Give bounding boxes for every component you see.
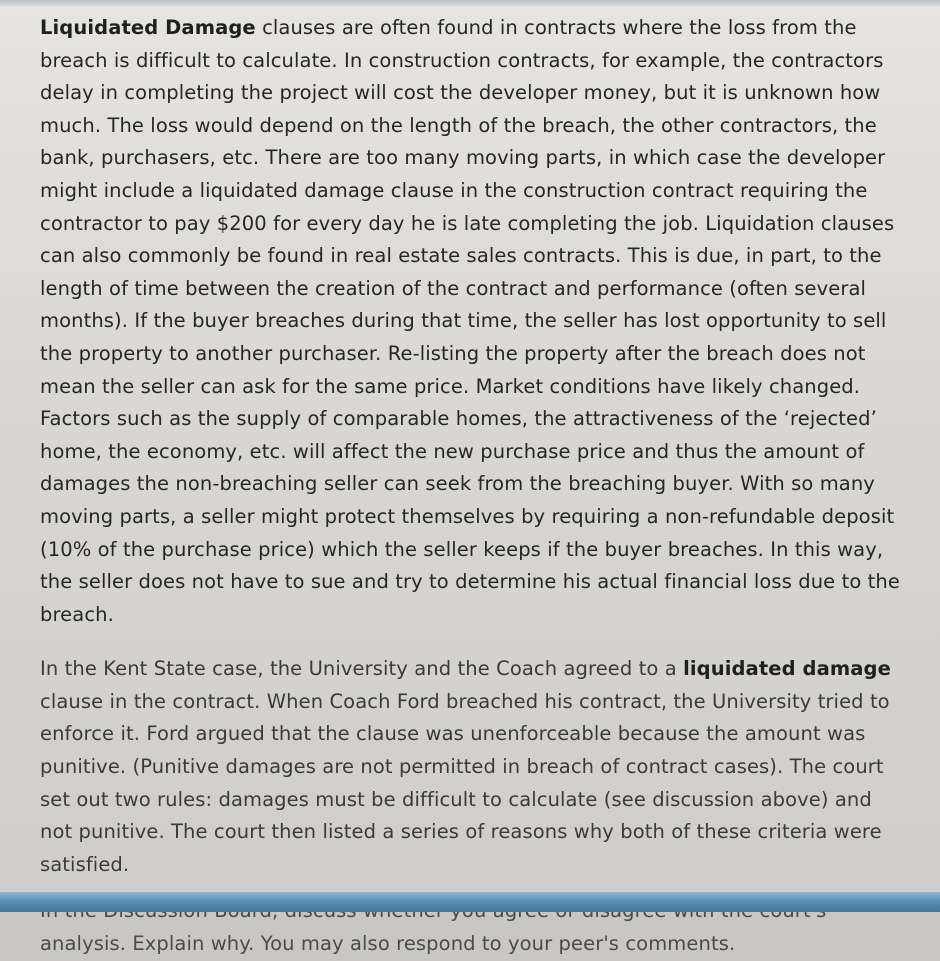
paragraph-liquidated-damage-intro [40, 12, 900, 631]
paragraph-1-text: clauses are often found in contracts where the loss from the breach is difficult to calculate. In construction contracts, for example, the contractors delay in completing the project will cost the developer money, but it is unknown how much. The loss would depend on the length of the breach, the other contractors, the bank, purchasers, etc. There are too many moving parts, in which case the developer might include a liquidated damage clause in the construction contract requiring the contractor to pay $200 for every day he is late completing the job. Liquidation clauses can also commonly be found in real estate sales contracts. This is due, in part, to the length of time between the creation of the contract and performance (often several months). If the buyer breaches during that time, the seller has lost opportunity to sell the property to another purchaser. Re-listing the property after the breach does not mean the seller can ask for the same price. Market conditions have likely changed. Factors such as the supply of comparable homes, the attractiveness of the ‘rejected’ home, the economy, etc. will affect the new purchase price and thus the amount of damages the non-breaching seller can seek from the breaching buyer. With so many moving parts, a seller might protect themselves by requiring a non-refundable deposit (10% of the purchase price) which the seller keeps if the buyer breaches. In this way, the seller does not have to sue and try to determine his actual financial loss due to the breach. [40, 16, 900, 626]
paragraph-2-text-before: In the Kent State case, the University and the Coach agreed to a [40, 657, 684, 681]
window-top-edge [0, 0, 940, 6]
document-content [40, 12, 900, 961]
paragraph-2-text-after: clause in the contract. When Coach Ford breached his contract, the University tried to enforce it. Ford argued that the clause was unenforceable because the amount was punitive. (Punitive damages are not permitted in breach of contract cases). The court set out two rules: damages must be difficult to calculate (see discussion above) and not punitive. The court then listed a series of reasons why both of these criteria were satisfied. [40, 689, 890, 876]
paragraph-3-text: analysis. Explain why. You may also respond to your peer's comments. [40, 932, 736, 956]
taskbar-edge [0, 892, 940, 912]
term-liquidated-damage-2: liquidated damage [683, 657, 891, 681]
term-liquidated-damage: Liquidated Damage [40, 16, 256, 39]
paragraph-kent-state-case [40, 653, 900, 881]
